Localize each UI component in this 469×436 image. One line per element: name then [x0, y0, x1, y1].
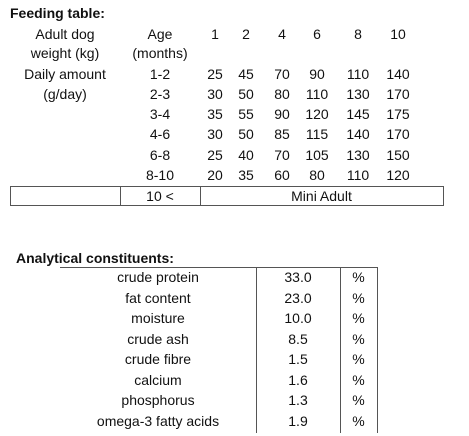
- constituent-name: crude fibre: [124, 351, 192, 367]
- amount-cell: 150: [386, 147, 410, 163]
- amount-cell: 120: [305, 106, 329, 122]
- amount-cell: 25: [207, 66, 223, 82]
- amount-cell: 60: [274, 167, 290, 183]
- table-divider: [377, 267, 378, 433]
- constituent-value: 33.0: [284, 269, 312, 285]
- amount-cell: 20: [207, 167, 223, 183]
- table-divider: [10, 186, 11, 206]
- analytical-heading: Analytical constituents:: [16, 250, 174, 266]
- table-divider: [10, 186, 443, 187]
- amount-cell: 90: [309, 66, 325, 82]
- mini-adult-note: Mini Adult: [291, 188, 352, 204]
- constituent-name: moisture: [131, 310, 185, 326]
- weight-label-line2: weight (kg): [30, 45, 100, 61]
- amount-cell: 120: [386, 167, 410, 183]
- amount-cell: 50: [238, 126, 254, 142]
- constituent-value: 1.3: [288, 392, 308, 408]
- amount-cell: 105: [305, 147, 329, 163]
- age-cell: 4-6: [149, 126, 171, 142]
- amount-cell: 50: [238, 86, 254, 102]
- constituent-name: crude ash: [127, 331, 189, 347]
- amount-cell: 145: [346, 106, 370, 122]
- amount-cell: 45: [238, 66, 254, 82]
- amount-cell: 30: [207, 126, 223, 142]
- feeding-table-heading: Feeding table:: [10, 5, 105, 21]
- constituent-name: omega-3 fatty acids: [96, 413, 220, 429]
- amount-cell: 55: [238, 106, 254, 122]
- amount-cell: 130: [346, 147, 370, 163]
- weight-header: 8: [354, 26, 362, 42]
- amount-cell: 80: [274, 86, 290, 102]
- age-cell: 3-4: [149, 106, 171, 122]
- amount-cell: 130: [346, 86, 370, 102]
- age-label-line2: (months): [132, 45, 188, 61]
- amount-cell: 140: [386, 66, 410, 82]
- weight-header: 10: [390, 26, 406, 42]
- amount-cell: 40: [238, 147, 254, 163]
- constituent-name: fat content: [125, 290, 191, 306]
- age-cell: 10 <: [146, 188, 174, 204]
- constituent-value: 1.9: [288, 413, 308, 429]
- constituent-name: phosphorus: [121, 392, 195, 408]
- weight-header: 6: [313, 26, 321, 42]
- amount-cell: 70: [274, 147, 290, 163]
- constituent-unit: %: [352, 413, 365, 429]
- table-divider: [443, 186, 444, 206]
- amount-cell: 70: [274, 66, 290, 82]
- amount-cell: 90: [274, 106, 290, 122]
- amount-label-line2: (g/day): [43, 86, 87, 102]
- constituent-name: calcium: [134, 372, 182, 388]
- constituent-value: 1.6: [288, 372, 308, 388]
- age-cell: 8-10: [145, 167, 175, 183]
- constituent-unit: %: [352, 269, 365, 285]
- amount-cell: 140: [346, 126, 370, 142]
- constituent-unit: %: [352, 331, 365, 347]
- amount-cell: 110: [346, 66, 370, 82]
- constituent-unit: %: [352, 392, 365, 408]
- amount-cell: 110: [346, 167, 370, 183]
- amount-cell: 175: [386, 106, 410, 122]
- age-cell: 2-3: [149, 86, 171, 102]
- weight-label-line1: Adult dog: [35, 26, 95, 42]
- weight-header: 4: [278, 26, 286, 42]
- table-divider: [60, 267, 256, 268]
- table-divider: [256, 267, 378, 268]
- constituent-unit: %: [352, 310, 365, 326]
- amount-label-line1: Daily amount: [24, 66, 106, 82]
- constituent-value: 1.5: [288, 351, 308, 367]
- amount-cell: 170: [386, 86, 410, 102]
- constituent-unit: %: [352, 290, 365, 306]
- constituent-value: 10.0: [284, 310, 312, 326]
- amount-cell: 85: [274, 126, 290, 142]
- amount-cell: 80: [309, 167, 325, 183]
- amount-cell: 170: [386, 126, 410, 142]
- table-divider: [10, 205, 443, 206]
- amount-cell: 110: [305, 86, 329, 102]
- constituent-unit: %: [352, 372, 365, 388]
- amount-cell: 25: [207, 147, 223, 163]
- age-label-line1: Age: [147, 26, 173, 42]
- constituent-value: 8.5: [288, 331, 308, 347]
- weight-header: 2: [242, 26, 250, 42]
- amount-cell: 35: [207, 106, 223, 122]
- age-cell: 6-8: [149, 147, 171, 163]
- amount-cell: 115: [305, 126, 329, 142]
- amount-cell: 35: [238, 167, 254, 183]
- amount-cell: 30: [207, 86, 223, 102]
- age-cell: 1-2: [149, 66, 171, 82]
- constituent-unit: %: [352, 351, 365, 367]
- constituent-name: crude protein: [117, 269, 199, 285]
- constituent-value: 23.0: [284, 290, 312, 306]
- weight-header: 1: [211, 26, 219, 42]
